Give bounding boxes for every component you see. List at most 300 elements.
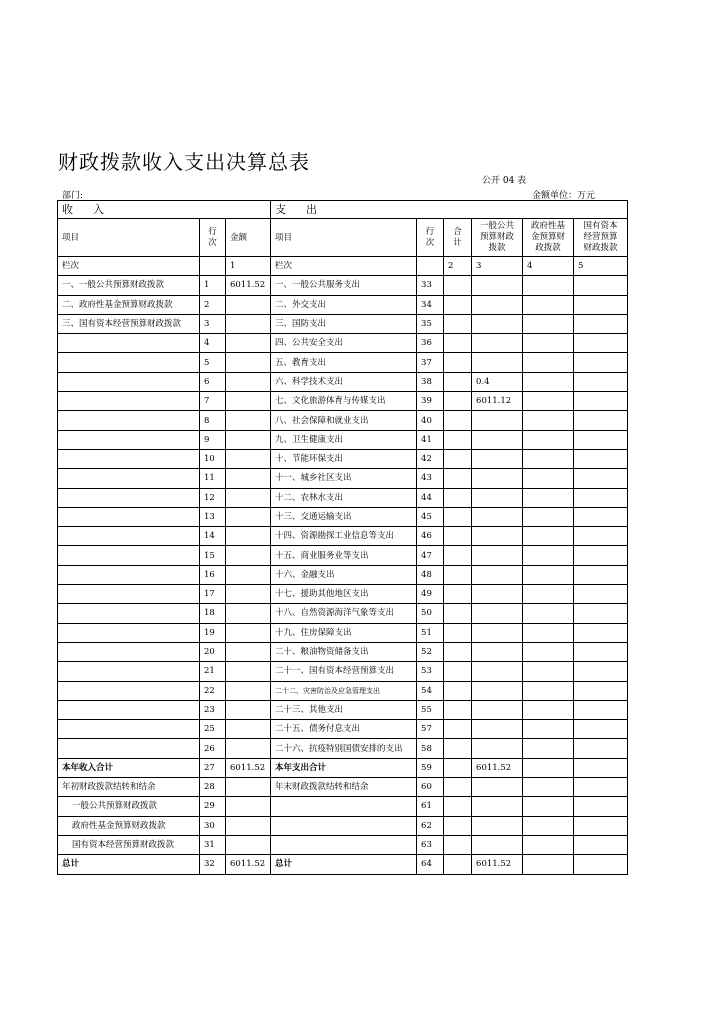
income-amount-cell	[226, 604, 271, 623]
expense-item-cell: 十八、自然资源海洋气象等支出	[271, 604, 417, 623]
state-capital-cell	[574, 430, 628, 449]
table-row	[58, 700, 628, 719]
col-index-4: 4	[523, 257, 574, 276]
expense-row-no-cell: 43	[417, 469, 444, 488]
income-item-cell	[58, 527, 200, 546]
income-item-cell	[58, 642, 200, 661]
state-capital-cell	[574, 623, 628, 642]
income-section-header: 收入	[58, 201, 271, 219]
gov-fund-cell	[523, 411, 574, 430]
state-capital-cell	[574, 314, 628, 333]
expense-item-cell: 二十六、抗疫特别国债安排的支出	[271, 739, 417, 758]
total-cell	[444, 604, 472, 623]
general-budget-cell	[472, 642, 523, 661]
gov-fund-cell	[523, 816, 574, 835]
general-budget-cell	[472, 314, 523, 333]
expense-row-no-cell: 49	[417, 585, 444, 604]
general-budget-cell	[472, 623, 523, 642]
income-item-cell	[58, 334, 200, 353]
total-cell	[444, 546, 472, 565]
state-capital-cell	[574, 488, 628, 507]
total-cell	[444, 623, 472, 642]
expense-item-cell: 五、教育支出	[271, 353, 417, 372]
state-capital-cell	[574, 758, 628, 777]
total-cell	[444, 488, 472, 507]
section-header-row	[58, 201, 628, 219]
expense-item-cell: 三、国防支出	[271, 314, 417, 333]
expense-item-cell: 二十五、债务付息支出	[271, 720, 417, 739]
gov-fund-cell	[523, 276, 574, 295]
gov-fund-cell	[523, 507, 574, 526]
state-capital-cell	[574, 642, 628, 661]
table-row	[58, 507, 628, 526]
state-capital-cell	[574, 411, 628, 430]
table-row	[58, 623, 628, 642]
income-row-no-cell: 7	[200, 392, 226, 411]
general-budget-cell	[472, 662, 523, 681]
total-header: 合计	[444, 219, 472, 257]
expense-row-no-cell: 55	[417, 700, 444, 719]
expense-item-cell: 二十、粮油物资储备支出	[271, 642, 417, 661]
page-title: 财政拨款收入支出决算总表	[58, 150, 310, 174]
expense-item-cell: 十四、资源勘探工业信息等支出	[271, 527, 417, 546]
table-row	[58, 585, 628, 604]
total-cell	[444, 662, 472, 681]
expense-item-cell	[271, 816, 417, 835]
gov-fund-cell	[523, 681, 574, 700]
expense-item-cell: 六、科学技术支出	[271, 372, 417, 391]
income-row-no-cell: 3	[200, 314, 226, 333]
gov-fund-cell	[523, 642, 574, 661]
state-capital-cell	[574, 662, 628, 681]
expense-row-no-cell: 33	[417, 276, 444, 295]
expense-row-no-cell: 47	[417, 546, 444, 565]
total-cell	[444, 334, 472, 353]
table-row	[58, 469, 628, 488]
income-item-cell: 政府性基金预算财政拨款	[58, 816, 200, 835]
col-index-3: 3	[472, 257, 523, 276]
expense-row-no-cell: 61	[417, 797, 444, 816]
expense-row-no-cell: 54	[417, 681, 444, 700]
expense-row-no-cell: 41	[417, 430, 444, 449]
state-capital-cell	[574, 295, 628, 314]
table-row	[58, 430, 628, 449]
income-row-no-header: 行次	[200, 219, 226, 257]
table-row	[58, 855, 628, 874]
general-budget-cell	[472, 816, 523, 835]
state-capital-cell	[574, 392, 628, 411]
table-row	[58, 797, 628, 816]
col-index-label: 栏次	[58, 257, 200, 276]
state-capital-cell	[574, 507, 628, 526]
income-item-cell	[58, 392, 200, 411]
income-row-no-cell: 22	[200, 681, 226, 700]
total-cell	[444, 430, 472, 449]
expense-row-no-cell: 59	[417, 758, 444, 777]
total-cell	[444, 585, 472, 604]
income-row-no-cell: 25	[200, 720, 226, 739]
gov-fund-cell	[523, 720, 574, 739]
expense-row-no-cell: 40	[417, 411, 444, 430]
income-amount-cell	[226, 527, 271, 546]
state-capital-cell	[574, 778, 628, 797]
state-capital-cell	[574, 604, 628, 623]
income-amount-cell	[226, 642, 271, 661]
income-row-no-cell: 13	[200, 507, 226, 526]
department-label: 部门:	[62, 191, 84, 201]
income-amount-cell	[226, 835, 271, 854]
column-index-row	[58, 257, 628, 276]
state-capital-header: 国有资本经营预算财政拨款	[574, 219, 628, 257]
income-item-cell	[58, 353, 200, 372]
expense-item-cell: 二、外交支出	[271, 295, 417, 314]
general-budget-cell	[472, 681, 523, 700]
income-amount-cell	[226, 488, 271, 507]
income-item-cell	[58, 604, 200, 623]
state-capital-cell	[574, 546, 628, 565]
income-amount-cell	[226, 334, 271, 353]
gov-fund-cell	[523, 758, 574, 777]
table-row	[58, 334, 628, 353]
table-row	[58, 662, 628, 681]
total-cell	[444, 739, 472, 758]
gov-fund-cell	[523, 295, 574, 314]
general-budget-cell: 0.4	[472, 372, 523, 391]
total-cell	[444, 565, 472, 584]
income-amount-cell	[226, 623, 271, 642]
income-amount-cell	[226, 662, 271, 681]
gov-fund-cell	[523, 469, 574, 488]
income-row-no-cell: 4	[200, 334, 226, 353]
income-item-cell	[58, 681, 200, 700]
total-cell	[444, 816, 472, 835]
gov-fund-cell	[523, 546, 574, 565]
income-row-no-cell: 5	[200, 353, 226, 372]
table-row	[58, 546, 628, 565]
expense-row-no-cell: 63	[417, 835, 444, 854]
gov-fund-cell	[523, 449, 574, 468]
table-row	[58, 758, 628, 777]
table-row	[58, 488, 628, 507]
expense-row-no-cell: 52	[417, 642, 444, 661]
income-row-no-cell: 32	[200, 855, 226, 874]
gov-fund-cell	[523, 797, 574, 816]
col-index-label-2: 栏次	[271, 257, 417, 276]
income-row-no-cell: 11	[200, 469, 226, 488]
total-cell	[444, 855, 472, 874]
income-amount-cell	[226, 372, 271, 391]
income-row-no-cell: 9	[200, 430, 226, 449]
income-row-no-cell: 8	[200, 411, 226, 430]
general-budget-cell	[472, 276, 523, 295]
income-amount-cell	[226, 739, 271, 758]
expense-item-cell	[271, 797, 417, 816]
general-budget-cell	[472, 527, 523, 546]
general-budget-cell: 6011.52	[472, 758, 523, 777]
table-row	[58, 816, 628, 835]
income-amount-cell	[226, 700, 271, 719]
income-row-no-cell: 30	[200, 816, 226, 835]
general-budget-cell	[472, 411, 523, 430]
total-cell	[444, 642, 472, 661]
expense-row-no-cell: 58	[417, 739, 444, 758]
general-budget-cell	[472, 835, 523, 854]
state-capital-cell	[574, 276, 628, 295]
total-cell	[444, 392, 472, 411]
general-budget-header: 一般公共预算财政拨款	[472, 219, 523, 257]
total-cell	[444, 835, 472, 854]
total-cell	[444, 758, 472, 777]
expense-row-no-cell: 35	[417, 314, 444, 333]
table-row	[58, 411, 628, 430]
income-item-cell	[58, 546, 200, 565]
expense-item-cell: 四、公共安全支出	[271, 334, 417, 353]
expense-row-no-cell: 62	[417, 816, 444, 835]
gov-fund-cell	[523, 604, 574, 623]
income-amount-cell	[226, 295, 271, 314]
expense-row-no-cell: 51	[417, 623, 444, 642]
col-index-1: 1	[226, 257, 271, 276]
state-capital-cell	[574, 585, 628, 604]
general-budget-cell	[472, 739, 523, 758]
gov-fund-header: 政府性基金预算财政拨款	[523, 219, 574, 257]
income-amount-cell	[226, 469, 271, 488]
form-number: 公开 04 表	[482, 176, 527, 186]
table-row	[58, 778, 628, 797]
income-row-no-cell: 21	[200, 662, 226, 681]
expense-row-no-cell: 34	[417, 295, 444, 314]
gov-fund-cell	[523, 353, 574, 372]
column-header-row	[58, 219, 628, 257]
gov-fund-cell	[523, 835, 574, 854]
income-amount-cell	[226, 681, 271, 700]
income-row-no-cell: 1	[200, 276, 226, 295]
expense-item-cell: 总计	[271, 855, 417, 874]
income-row-no-cell: 28	[200, 778, 226, 797]
gov-fund-cell	[523, 334, 574, 353]
expense-item-cell: 九、卫生健康支出	[271, 430, 417, 449]
income-item-header: 项目	[58, 219, 200, 257]
income-amount-cell	[226, 778, 271, 797]
expense-row-no-cell: 46	[417, 527, 444, 546]
col-index-empty-2	[417, 257, 444, 276]
expense-item-cell: 二十二、灾害防治及应急管理支出	[271, 681, 417, 700]
table-row	[58, 314, 628, 333]
expense-item-cell: 十五、商业服务业等支出	[271, 546, 417, 565]
gov-fund-cell	[523, 855, 574, 874]
total-cell	[444, 797, 472, 816]
expense-item-cell: 十一、城乡社区支出	[271, 469, 417, 488]
income-item-cell	[58, 372, 200, 391]
state-capital-cell	[574, 855, 628, 874]
income-row-no-cell: 14	[200, 527, 226, 546]
table-row	[58, 372, 628, 391]
table-row	[58, 604, 628, 623]
expense-row-no-cell: 45	[417, 507, 444, 526]
income-row-no-cell: 10	[200, 449, 226, 468]
state-capital-cell	[574, 372, 628, 391]
state-capital-cell	[574, 353, 628, 372]
income-item-cell: 二、政府性基金预算财政拨款	[58, 295, 200, 314]
income-item-cell: 三、国有资本经营预算财政拨款	[58, 314, 200, 333]
general-budget-cell	[472, 353, 523, 372]
income-item-cell	[58, 507, 200, 526]
general-budget-cell	[472, 546, 523, 565]
general-budget-cell: 6011.12	[472, 392, 523, 411]
income-row-no-cell: 15	[200, 546, 226, 565]
expense-item-cell: 八、社会保障和就业支出	[271, 411, 417, 430]
expense-item-cell: 二十三、其他支出	[271, 700, 417, 719]
table-row	[58, 565, 628, 584]
expense-item-cell: 七、文化旅游体育与传媒支出	[271, 392, 417, 411]
expense-item-cell: 二十一、国有资本经营预算支出	[271, 662, 417, 681]
expense-row-no-cell: 57	[417, 720, 444, 739]
expense-item-cell	[271, 835, 417, 854]
table-row	[58, 835, 628, 854]
income-amount-cell	[226, 430, 271, 449]
general-budget-cell	[472, 565, 523, 584]
table-row	[58, 720, 628, 739]
general-budget-cell	[472, 797, 523, 816]
total-cell	[444, 469, 472, 488]
gov-fund-cell	[523, 739, 574, 758]
income-row-no-cell: 6	[200, 372, 226, 391]
total-cell	[444, 778, 472, 797]
income-item-cell	[58, 700, 200, 719]
table-row	[58, 353, 628, 372]
income-item-cell: 一、一般公共预算财政拨款	[58, 276, 200, 295]
state-capital-cell	[574, 681, 628, 700]
table-row	[58, 449, 628, 468]
expense-item-cell: 一、一般公共服务支出	[271, 276, 417, 295]
total-cell	[444, 411, 472, 430]
expense-item-cell: 十二、农林水支出	[271, 488, 417, 507]
expense-row-no-cell: 36	[417, 334, 444, 353]
income-row-no-cell: 19	[200, 623, 226, 642]
income-amount-cell	[226, 797, 271, 816]
state-capital-cell	[574, 527, 628, 546]
general-budget-cell	[472, 488, 523, 507]
expense-item-cell: 十六、金融支出	[271, 565, 417, 584]
gov-fund-cell	[523, 527, 574, 546]
expense-item-cell: 十七、援助其他地区支出	[271, 585, 417, 604]
total-cell	[444, 314, 472, 333]
income-item-cell	[58, 488, 200, 507]
state-capital-cell	[574, 334, 628, 353]
gov-fund-cell	[523, 585, 574, 604]
general-budget-cell	[472, 585, 523, 604]
col-index-2: 2	[444, 257, 472, 276]
expense-row-no-cell: 44	[417, 488, 444, 507]
gov-fund-cell	[523, 372, 574, 391]
table-row	[58, 276, 628, 295]
gov-fund-cell	[523, 430, 574, 449]
total-cell	[444, 449, 472, 468]
income-amount-cell	[226, 449, 271, 468]
expense-item-header: 项目	[271, 219, 417, 257]
income-item-cell	[58, 585, 200, 604]
total-cell	[444, 276, 472, 295]
state-capital-cell	[574, 720, 628, 739]
income-amount-cell	[226, 314, 271, 333]
expense-item-cell: 十、节能环保支出	[271, 449, 417, 468]
state-capital-cell	[574, 565, 628, 584]
total-cell	[444, 527, 472, 546]
general-budget-cell	[472, 720, 523, 739]
budget-table	[57, 200, 628, 875]
expense-row-no-header: 行次	[417, 219, 444, 257]
state-capital-cell	[574, 797, 628, 816]
income-amount-cell: 6011.52	[226, 758, 271, 777]
gov-fund-cell	[523, 314, 574, 333]
general-budget-cell	[472, 334, 523, 353]
gov-fund-cell	[523, 662, 574, 681]
table-row	[58, 392, 628, 411]
income-item-cell	[58, 623, 200, 642]
general-budget-cell	[472, 507, 523, 526]
table-row	[58, 527, 628, 546]
table-row	[58, 739, 628, 758]
expense-item-cell: 十三、交通运输支出	[271, 507, 417, 526]
income-amount-cell	[226, 585, 271, 604]
unit-label: 金额单位：万元	[532, 191, 596, 201]
total-cell	[444, 720, 472, 739]
income-row-no-cell: 27	[200, 758, 226, 777]
income-item-cell: 本年收入合计	[58, 758, 200, 777]
state-capital-cell	[574, 816, 628, 835]
general-budget-cell	[472, 778, 523, 797]
state-capital-cell	[574, 739, 628, 758]
expense-row-no-cell: 60	[417, 778, 444, 797]
general-budget-cell	[472, 604, 523, 623]
income-amount-cell	[226, 546, 271, 565]
total-cell	[444, 507, 472, 526]
income-amount-cell	[226, 392, 271, 411]
expense-item-cell: 十九、住房保障支出	[271, 623, 417, 642]
general-budget-cell: 6011.52	[472, 855, 523, 874]
income-row-no-cell: 20	[200, 642, 226, 661]
total-cell	[444, 681, 472, 700]
expense-item-cell: 年末财政拨款结转和结余	[271, 778, 417, 797]
table-row	[58, 295, 628, 314]
gov-fund-cell	[523, 565, 574, 584]
income-amount-cell: 6011.52	[226, 855, 271, 874]
income-item-cell	[58, 411, 200, 430]
gov-fund-cell	[523, 392, 574, 411]
total-cell	[444, 700, 472, 719]
table-row	[58, 681, 628, 700]
total-cell	[444, 295, 472, 314]
expense-section-header: 支出	[271, 201, 628, 219]
income-amount-cell	[226, 720, 271, 739]
income-item-cell	[58, 565, 200, 584]
income-amount-cell	[226, 411, 271, 430]
income-item-cell	[58, 739, 200, 758]
col-index-5: 5	[574, 257, 628, 276]
state-capital-cell	[574, 449, 628, 468]
gov-fund-cell	[523, 623, 574, 642]
income-row-no-cell: 26	[200, 739, 226, 758]
income-amount-cell	[226, 507, 271, 526]
income-row-no-cell: 23	[200, 700, 226, 719]
income-row-no-cell: 2	[200, 295, 226, 314]
gov-fund-cell	[523, 488, 574, 507]
income-item-cell	[58, 720, 200, 739]
table-row	[58, 642, 628, 661]
general-budget-cell	[472, 449, 523, 468]
gov-fund-cell	[523, 778, 574, 797]
income-item-cell: 总计	[58, 855, 200, 874]
